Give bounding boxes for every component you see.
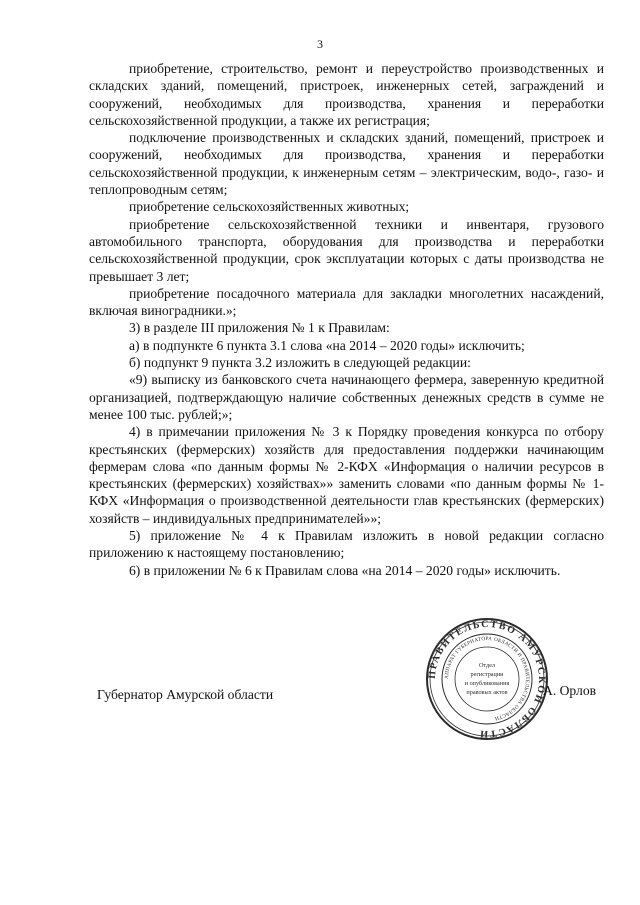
paragraph-7: а) в подпункте 6 пункта 3.1 слова «на 2014 – 2020 годы» исключить; bbox=[129, 337, 525, 353]
official-seal bbox=[424, 617, 550, 741]
paragraph-4: приобретение сельскохозяйственной техники и инвентаря, грузового автомобильного транспорта, оборудования для производства и переработки сельскохозяйственной продукции, срок эксплуатации которых с даты производства не превышает 3 лет; bbox=[89, 216, 604, 284]
paragraph-11: 5) приложение № 4 к Правилам изложить в новой редакции согласно приложению к настоящему постановлению; bbox=[89, 528, 604, 561]
seal-center-line-3: и опубликования bbox=[464, 680, 510, 687]
paragraph-3: приобретение сельскохозяйственных животных; bbox=[129, 199, 410, 215]
seal-graphic bbox=[424, 617, 550, 741]
document-body bbox=[89, 60, 604, 579]
paragraph-9: «9) выписку из банковского счета начинающего фермера, заверенную кредитной организацией, подтверждающую наличие собственных денежных средств в сумме не менее 100 тыс. рублей;»; bbox=[89, 372, 604, 422]
seal-center-line-4: правовых актов bbox=[466, 689, 508, 696]
paragraph-6: 3) в разделе III приложения № 1 к Правилам: bbox=[129, 320, 390, 336]
seal-inner-text: АППАРАТ ГУБЕРНАТОРА ОБЛАСТИ И ПРАВИТЕЛЬСТВА ОБЛАСТИ bbox=[443, 635, 531, 722]
page-number: 3 bbox=[317, 37, 323, 51]
paragraph-8: б) подпункт 9 пункта 3.2 изложить в следующей редакции: bbox=[129, 355, 471, 371]
paragraph-2: подключение производственных и складских зданий, помещений, пристроек и сооружений, необходимых для производства, хранения и переработки сельскохозяйственной продукции, к инженерным сетям – электрическим, водо-, газо- и теплопроводным сетям; bbox=[89, 130, 604, 198]
signer-name: А. Орлов bbox=[543, 683, 597, 698]
seal-outer-text: ПРАВИТЕЛЬСТВО АМУРСКОЙ ОБЛАСТИ bbox=[426, 618, 548, 740]
signer-title: Губернатор Амурской области bbox=[97, 687, 274, 702]
signature-block bbox=[0, 683, 640, 713]
paragraph-10: 4) в примечании приложения № 3 к Порядку проведения конкурса по отбору крестьянских (фермерских) хозяйств для предоставления поддержки начинающим фермерам слова «по данным формы № 2-КФХ «Информация о наличии ресурсов в крестьянских (фермерских) хозяйствах»» заменить словами «по данным формы № 1-КФХ «Информация о производственной деятельности глав крестьянских (фермерских) хозяйств – индивидуальных предпринимателей»»; bbox=[89, 424, 604, 526]
paragraph-5: приобретение посадочного материала для закладки многолетних насаждений, включая виноградники.»; bbox=[89, 285, 604, 319]
paragraph-1: приобретение, строительство, ремонт и переустройство производственных и складских зданий, помещений, пристроек, инженерных сетей, заграждений и сооружений, необходимых для производства, хранения и переработки сельскохозяйственной продукции, а также их регистрация; bbox=[89, 61, 604, 128]
seal-center-line-2: регистрации bbox=[470, 671, 504, 678]
paragraph-12: 6) в приложении № 6 к Правилам слова «на 2014 – 2020 годы» исключить. bbox=[129, 562, 561, 578]
seal-center-line-1: Отдел bbox=[478, 662, 496, 669]
